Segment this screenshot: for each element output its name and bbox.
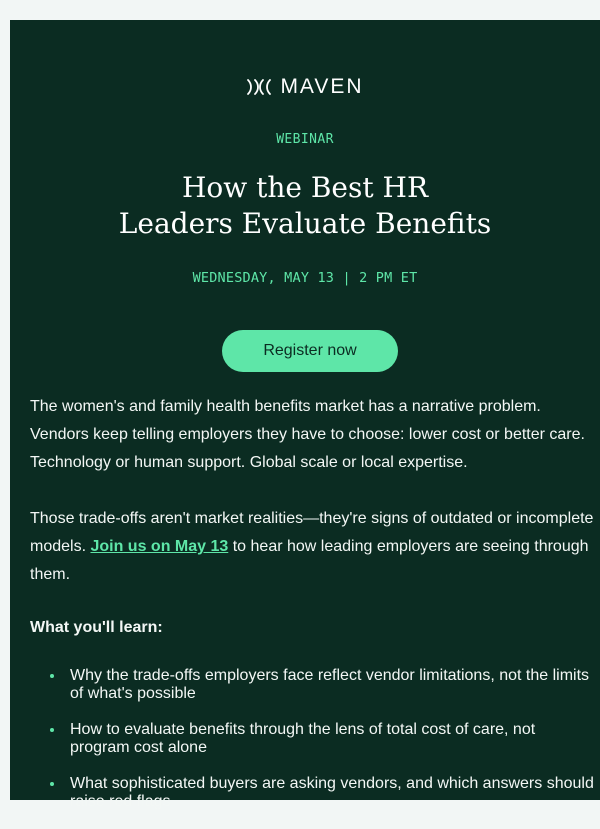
learn-list-item: How to evaluate benefits through the lens of total cost of care, not program cost alone [50,721,598,757]
intro-paragraph: The women's and family health benefits market has a narrative problem. Vendors keep telling employers they have to choose: lower cost or better care. Technology or human support. Global scale or local expertise. [30,398,585,471]
webinar-title-line-1: How the Best HR [181,171,429,204]
register-button[interactable]: Register now [222,330,398,372]
learn-heading: What you'll learn: [30,619,163,636]
email-body [30,393,598,829]
webinar-date: WEDNESDAY, MAY 13 | 2 PM ET [192,270,418,286]
brand-header [10,76,600,98]
join-link[interactable]: Join us on May 13 [90,538,229,555]
webinar-title-line-2: Leaders Evaluate Benefits [118,207,492,240]
email-card [10,20,600,810]
brand-name: MAVEN [280,75,364,98]
learn-list-item: Why the trade-offs employers face reflect vendor limitations, not the limits of what's possible [50,667,598,703]
second-paragraph [30,505,598,589]
learn-list-item: What sophisticated buyers are asking vendors, and which answers should raise red flags [50,775,598,811]
maven-logo-icon [246,78,272,96]
webinar-label: WEBINAR [276,132,334,147]
second-paragraph-start: Those trade-offs aren't market realities—they're signs of outdated or incomplete models. [30,510,594,555]
webinar-title [10,170,600,242]
second-paragraph-end: to hear how leading employers are seeing through them. [30,538,589,583]
learn-list [30,667,598,811]
